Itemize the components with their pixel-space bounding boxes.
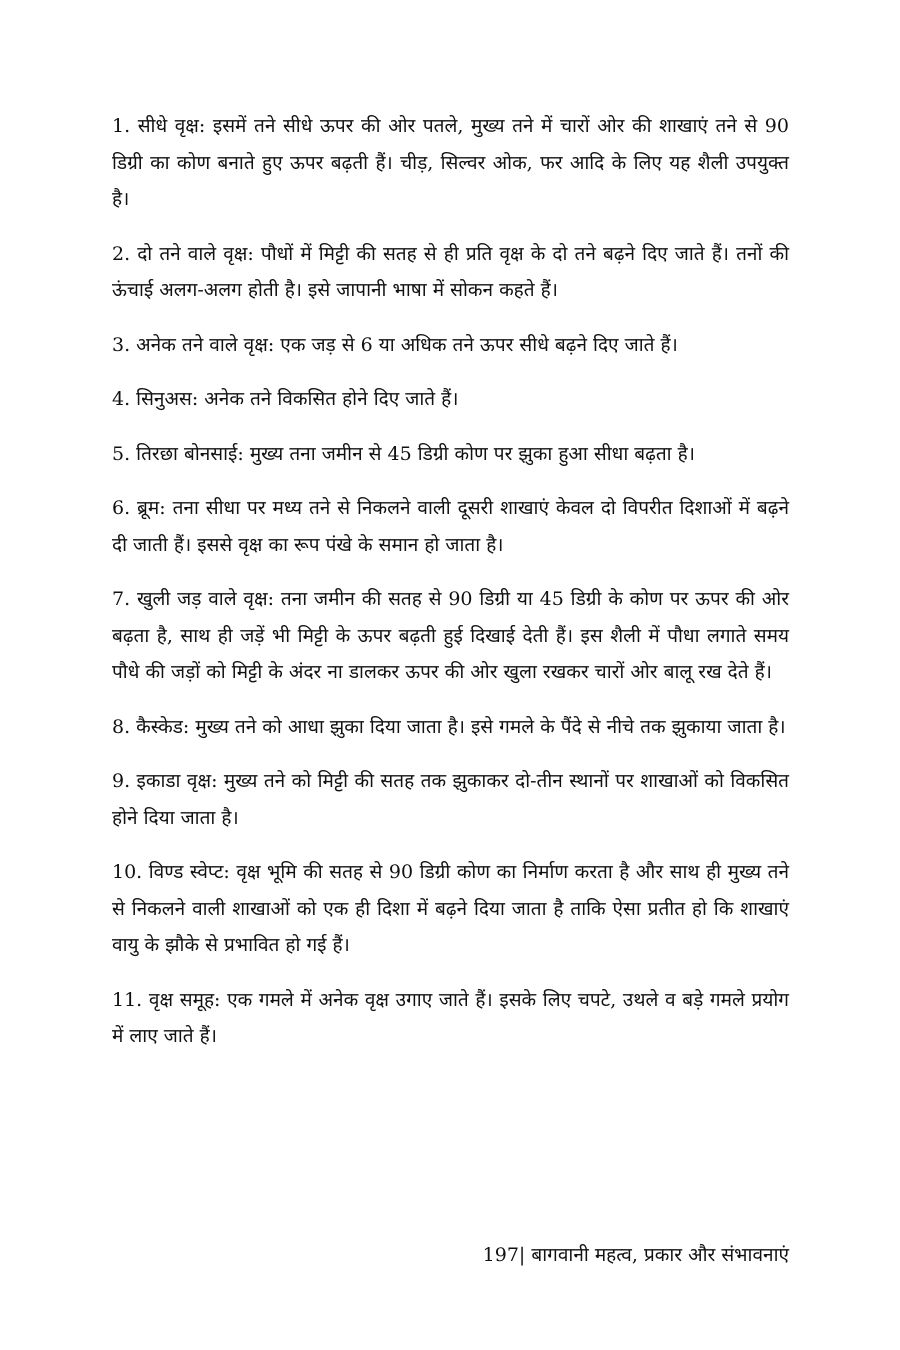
bonsai-style-item-8: 8. कैस्केड: मुख्य तने को आधा झुका दिया जाता है। इसे गमले के पैंदे से नीचे तक झुकाया जाता है। (112, 715, 786, 738)
bonsai-style-item-1: 1. सीधे वृक्ष: इसमें तने सीधे ऊपर की ओर पतले, मुख्य तने में चारों ओर की शाखाएं तने से 90 डिग्री का कोण बनाते हुए ऊपर बढ़ती हैं। चीड़, सिल्वर ओक, फर आदि के लिए यह शैली उपयुक्त है। (112, 115, 789, 210)
bonsai-style-item-5: 5. तिरछा बोनसाई: मुख्य तना जमीन से 45 डिग्री कोण पर झुका हुआ सीधा बढ़ता है। (112, 442, 695, 465)
bonsai-style-item-2: 2. दो तने वाले वृक्ष: पौधों में मिट्टी की सतह से ही प्रति वृक्ष के दो तने बढ़ने दिए जाते हैं। तनों की ऊंचाई अलग-अलग होती है। इसे जापानी भाषा में सोकन कहते हैं। (112, 242, 789, 301)
bonsai-style-item-10: 10. विण्ड स्वेप्ट: वृक्ष भूमि की सतह से 90 डिग्री कोण का निर्माण करता है और साथ ही मुख्य तने से निकलने वाली शाखाओं को एक ही दिशा में बढ़ने दिया जाता है ताकि ऐसा प्रतीत हो कि शाखाएं वायु के झौके से प्रभावित हो गई हैं। (112, 861, 789, 956)
bonsai-style-item-7: 7. खुली जड़ वाले वृक्ष: तना जमीन की सतह से 90 डिग्री या 45 डिग्री के कोण पर ऊपर की ओर बढ़ता है, साथ ही जड़ें भी मिट्टी के ऊपर बढ़ती हुई दिखाई देती हैं। इस शैली में पौधा लगाते समय पौधे की जड़ों को मिट्टी के अंदर ना डालकर ऊपर की ओर खुला रखकर चारों ओर बालू रख देते हैं। (112, 588, 789, 683)
page-footer: 197| बागवानी महत्व, प्रकार और संभावनाएं (482, 1244, 789, 1266)
bonsai-style-item-6: 6. ब्रूम: तना सीधा पर मध्य तने से निकलने वाली दूसरी शाखाएं केवल दो विपरीत दिशाओं में बढ़ने दी जाती हैं। इससे वृक्ष का रूप पंखे के समान हो जाता है। (112, 497, 789, 556)
bonsai-style-item-11: 11. वृक्ष समूह: एक गमले में अनेक वृक्ष उगाए जाते हैं। इसके लिए चपटे, उथले व बड़े गमले प्रयोग में लाए जाते हैं। (112, 988, 789, 1047)
bonsai-style-item-3: 3. अनेक तने वाले वृक्ष: एक जड़ से 6 या अधिक तने ऊपर सीधे बढ़ने दिए जाते हैं। (112, 333, 678, 356)
bonsai-style-item-4: 4. सिनुअस: अनेक तने विकसित होने दिए जाते हैं। (112, 388, 459, 410)
bonsai-style-item-9: 9. इकाडा वृक्ष: मुख्य तने को मिट्टी की सतह तक झुकाकर दो-तीन स्थानों पर शाखाओं को विकसित होने दिया जाता है। (112, 770, 789, 829)
page-body (112, 108, 789, 1073)
